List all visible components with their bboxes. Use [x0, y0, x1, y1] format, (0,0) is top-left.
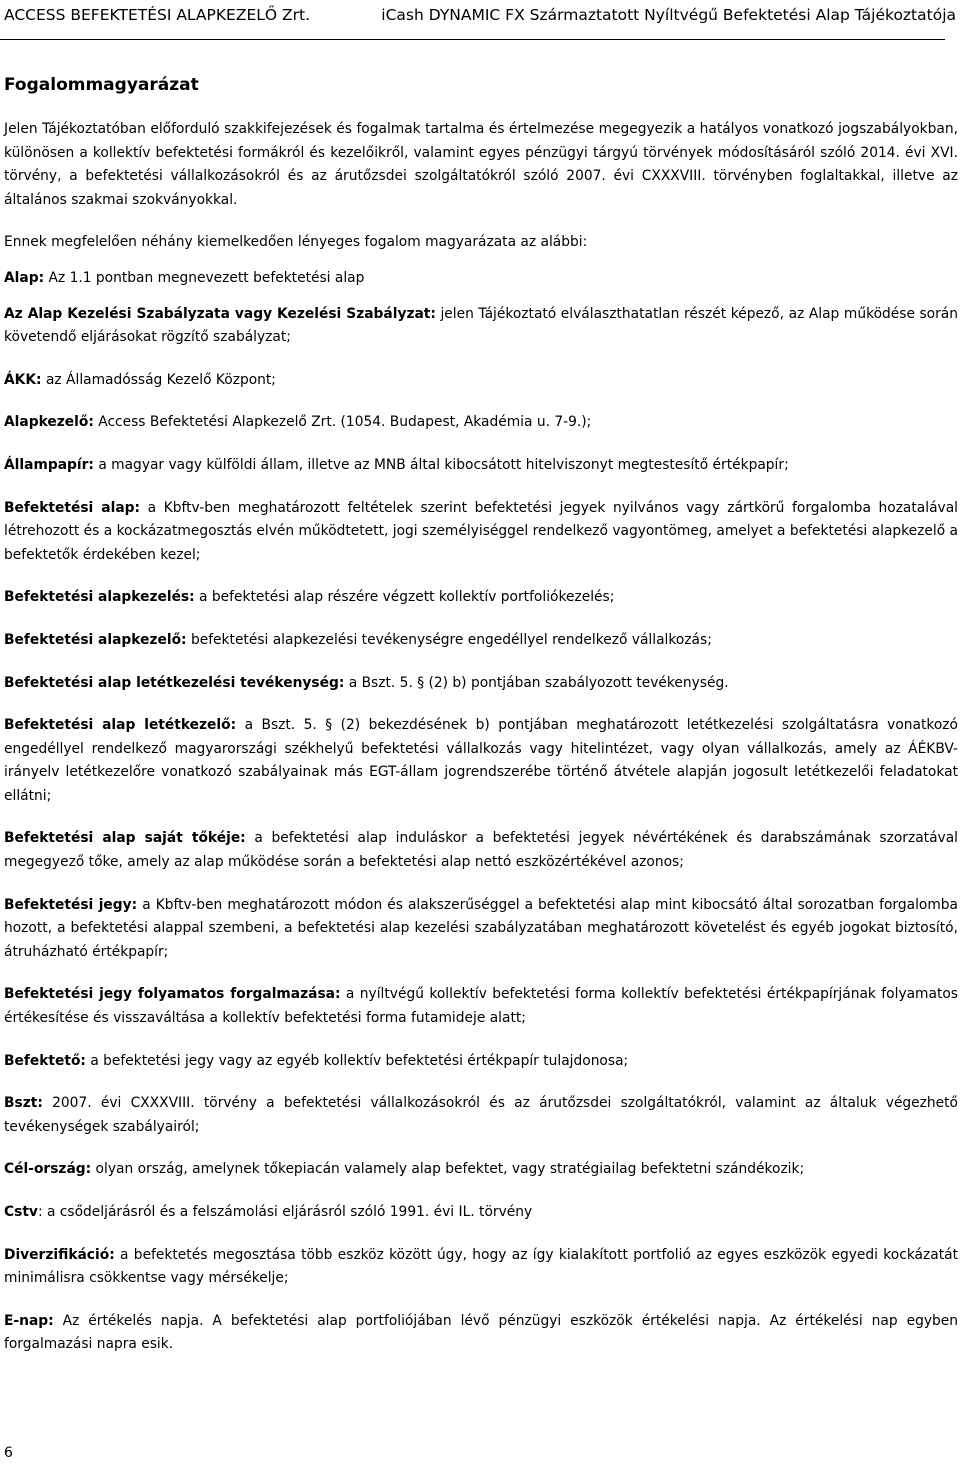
definition-term: Az Alap Kezelési Szabályzata vagy Kezelési Szabályzat:	[4, 305, 436, 322]
definition-text: 2007. évi CXXXVIII. törvény a befektetési vállalkozásokról és az árutőzsdei szolgáltatókról, valamint az általuk végezhető tevékenységek szabályairól;	[4, 1095, 958, 1135]
definition-term: Befektetési alapkezelő:	[4, 631, 187, 648]
definition-text: a Kbftv-ben meghatározott feltételek szerint befektetési jegyek nyilvános vagy zártkörű forgalomba hozatalával létrehozott és a kockázatmegosztás elvén működtetett, jogi személyiséggel rendelkező vagyontömeg, amelyet a befektetési alapkezelő a befektetők érdekében kezel;	[4, 499, 958, 563]
definition-item	[4, 672, 958, 696]
definition-term: Befektetési alap letétkezelési tevékenység:	[4, 674, 345, 691]
definition-item	[4, 1050, 958, 1074]
definition-term: ÁKK:	[4, 371, 42, 388]
definition-text: a magyar vagy külföldi állam, illetve az MNB által kibocsátott hitelviszonyt megtestesítő értékpapír;	[93, 456, 789, 473]
definition-term: Alap:	[4, 269, 45, 286]
definition-item	[4, 714, 958, 808]
definition-text: Az 1.1 pontban megnevezett befektetési alap	[44, 269, 365, 286]
definition-item	[4, 1092, 958, 1139]
definition-term: Befektetési jegy folyamatos forgalmazása:	[4, 986, 341, 1003]
definition-text: Access Befektetési Alapkezelő Zrt. (1054. Budapest, Akadémia u. 7-9.);	[93, 414, 592, 431]
definition-text: Az értékelés napja. A befektetési alap portfoliójában lévő pénzügyi eszközök értékelési napja. Az értékelési nap egyben forgalmazási napra esik.	[4, 1312, 958, 1353]
definition-item	[4, 303, 958, 350]
definition-item	[4, 586, 958, 610]
definition-term: Diverzifikáció:	[4, 1246, 115, 1263]
definition-text: a Bszt. 5. § (2) b) pontjában szabályozott tevékenység.	[344, 674, 729, 691]
definition-item	[4, 369, 958, 393]
definition-item	[4, 1201, 958, 1225]
definition-item	[4, 1310, 958, 1357]
definition-item	[4, 411, 958, 435]
definition-text: a befektetés megosztása több eszköz között úgy, hogy az így kialakított portfolió az egyes eszközök egyedi kockázatát minimálisra csökkentse vagy mérsékelje;	[4, 1246, 958, 1287]
definition-item	[4, 497, 958, 568]
definitions-body	[4, 118, 958, 1376]
definition-term: Befektetési alapkezelés:	[4, 589, 195, 606]
header-divider	[0, 39, 945, 40]
definition-text: olyan ország, amelynek tőkepiacán valamely alap befektet, vagy stratégiailag befektetni szándékozik;	[91, 1161, 805, 1178]
definition-item	[4, 629, 958, 653]
definition-term: Bszt:	[4, 1095, 43, 1112]
definition-text: a befektetési jegy vagy az egyéb kollektív befektetési értékpapír tulajdonosa;	[85, 1052, 629, 1069]
definition-term: Befektetési jegy:	[4, 896, 138, 913]
definition-text: az Államadósság Kezelő Központ;	[41, 371, 276, 388]
definition-term: Befektetési alap letétkezelő:	[4, 717, 237, 734]
definition-term: Alapkezelő:	[4, 414, 94, 431]
definition-text: jelen Tájékoztató elválaszthatatlan részét képező, az Alap működése során követendő eljárásokat rögzítő szabályzat;	[4, 305, 958, 346]
definition-term: Befektetési alap saját tőkéje:	[4, 830, 246, 847]
definition-text: a Kbftv-ben meghatározott módon és alakszerűséggel a befektetési alap mint kibocsátó által sorozatban forgalomba hozott, a befektetési alappal szembeni, a befektetési alap kezelési szabályzatában meghatározott követelést és egyéb jogokat biztosító, átruházható értékpapír;	[4, 896, 958, 960]
definition-text: a befektetési alap részére végzett kollektív portfoliókezelés;	[194, 589, 615, 606]
definition-text: befektetési alapkezelési tevékenységre engedéllyel rendelkező vállalkozás;	[186, 631, 712, 648]
definition-term: Állampapír:	[4, 456, 94, 473]
definition-item	[4, 267, 958, 291]
header-company-name: ACCESS BEFEKTETÉSI ALAPKEZELŐ Zrt.	[4, 6, 311, 24]
definition-item	[4, 1244, 958, 1291]
definition-term: Befektető:	[4, 1052, 86, 1069]
lead-paragraph: Ennek megfelelően néhány kiemelkedően lényeges fogalom magyarázata az alábbi:	[4, 234, 588, 251]
definition-item	[4, 894, 958, 965]
page-number: 6	[4, 1445, 13, 1461]
definition-term: Befektetési alap:	[4, 499, 141, 516]
intro-paragraph: Jelen Tájékoztatóban előforduló szakkifejezések és fogalmak tartalma és értelmezése megegyezik a hatályos vonatkozó jogszabályokban, különösen a kollektív befektetési formákról és kezelőikről, valamint egyes pénzügyi tárgyú törvények módosításáról szóló 2014. évi XVI. törvény, a befektetési vállalkozásokról és az árutőzsdei szolgáltatókról szóló 2007. évi CXXXVIII. törvényben foglaltakkal, illetve az általános szakmai szokványokkal.	[4, 121, 958, 208]
definition-text: : a csődeljárásról és a felszámolási eljárásról szóló 1991. évi IL. törvény	[37, 1204, 533, 1220]
definition-text: a nyíltvégű kollektív befektetési forma kollektív befektetési értékpapírjának folyamatos értékesítése és visszaváltása a kollektív befektetési forma futamideje alatt;	[4, 986, 958, 1027]
definition-text: a befektetési alap induláskor a befektetési jegyek névértékének és darabszámának szorzatával megegyező tőke, amely az alap működése során a befektetési alap nettó eszközértékével azonos;	[4, 830, 958, 871]
definition-item	[4, 983, 958, 1030]
definition-text: a Bszt. 5. § (2) bekezdésének b) pontjában meghatározott letétkezelési szolgáltatásra vonatkozó engedéllyel rendelkező magyarországi székhelyű befektetési vállalkozás vagy hitelintézet, vagy olyan vállalkozás, amely az ÁÉKBV-irányelv letétkezelőre vonatkozó szabályainak más EGT-állam jogrendszerébe történő átvétele alapján jogosult letétkezelői feladatokat ellátni;	[4, 717, 958, 804]
definition-item	[4, 1158, 958, 1182]
definition-item	[4, 827, 958, 874]
page-header	[0, 4, 958, 32]
section-title: Fogalommagyarázat	[4, 75, 199, 95]
definition-item	[4, 454, 958, 478]
header-document-title: iCash DYNAMIC FX Származtatott Nyíltvégű Befektetési Alap Tájékoztatója	[381, 6, 956, 24]
definition-term: Cél-ország:	[4, 1161, 92, 1178]
definition-term: Cstv	[4, 1204, 38, 1220]
definition-term: E-nap:	[4, 1312, 54, 1329]
